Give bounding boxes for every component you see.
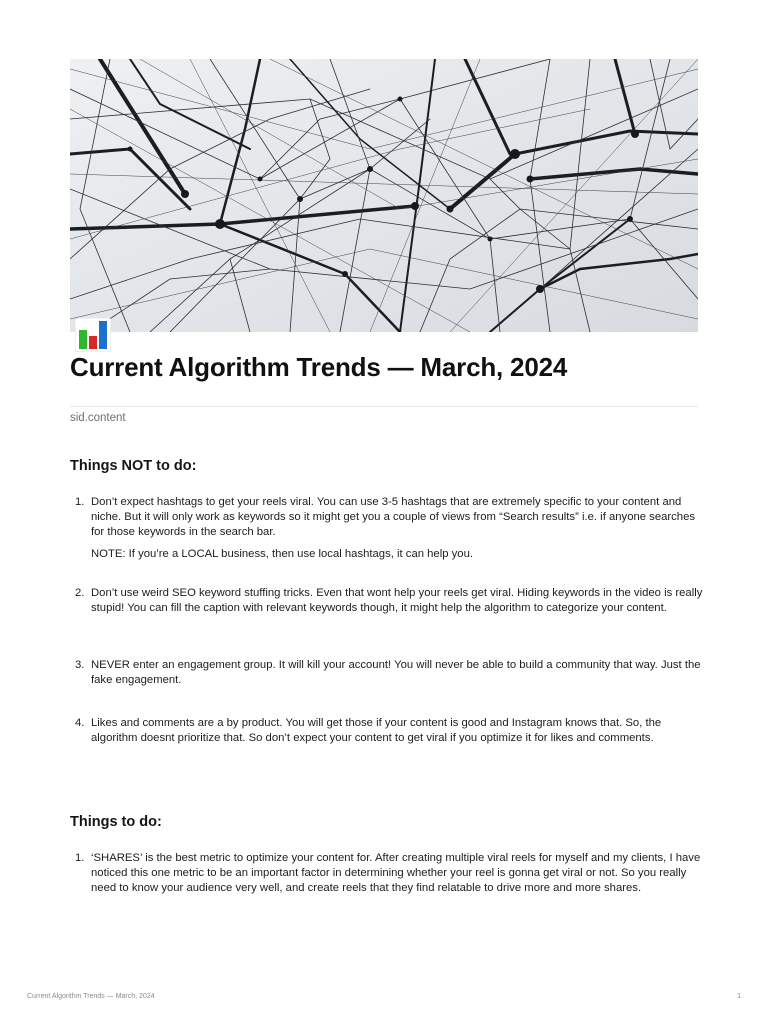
list-item-text: Likes and comments are a by product. You will get those if your content is good and Instagram knows that. So, the algorithm doesnt prioritize that. So don’t expect your content to get viral if you optimize it for likes and comments. <box>91 717 662 745</box>
list-item-text: Don’t use weird SEO keyword stuffing tricks. Even that wont help your reels get viral. Hiding keywords in the video is really stupid! You can fill the caption with relevant keywords though, it might help the algorithm to categorize your content. <box>91 587 703 615</box>
footer-page-number: 1 <box>737 993 741 1000</box>
footer-document-title: Current Algorithm Trends — March, 2024 <box>27 993 155 1000</box>
list-item-number: 4. <box>75 717 85 729</box>
list-item <box>70 716 709 746</box>
page-title: Current Algorithm Trends — March, 2024 <box>70 352 568 382</box>
list-item-note: NOTE: If you’re a LOCAL business, then use local hashtags, it can help you. <box>91 547 473 560</box>
section-heading-not-to-do: Things NOT to do: <box>70 458 197 474</box>
list-item-number: 1. <box>75 852 85 864</box>
list-item <box>70 658 709 688</box>
list-item <box>70 495 709 562</box>
section-heading-to-do: Things to do: <box>70 814 162 830</box>
cover-image <box>70 59 698 332</box>
list-item-number: 2. <box>75 587 85 599</box>
title-divider <box>70 406 698 407</box>
list-item-number: 1. <box>75 496 85 508</box>
list-item-number: 3. <box>75 659 85 671</box>
network-lines-graphic <box>70 59 698 332</box>
list-item-text: Don’t expect hashtags to get your reels viral. You can use 3-5 hashtags that are extremely specific to your content and niche. But it will only work as keywords so it might get you a couple of views from “Search results” i.e. if anyone searches for those keywords in the search bar. <box>91 496 696 539</box>
bar-chart-icon <box>75 318 111 352</box>
author-label: sid.content <box>70 412 126 424</box>
list-item-text: ‘SHARES’ is the best metric to optimize your content for. After creating multiple viral reels for myself and my clients, I have noticed this one metric to be an important factor in determining whether your reel is gonna get viral or not. So you really need to know your audience very well, and create reels that they find relatable to drive more and more shares. <box>91 852 701 895</box>
list-item <box>70 851 709 897</box>
list-item <box>70 586 709 616</box>
list-item-text: NEVER enter an engagement group. It will kill your account! You will never be able to build a community that way. Just the fake engagement. <box>91 659 701 687</box>
